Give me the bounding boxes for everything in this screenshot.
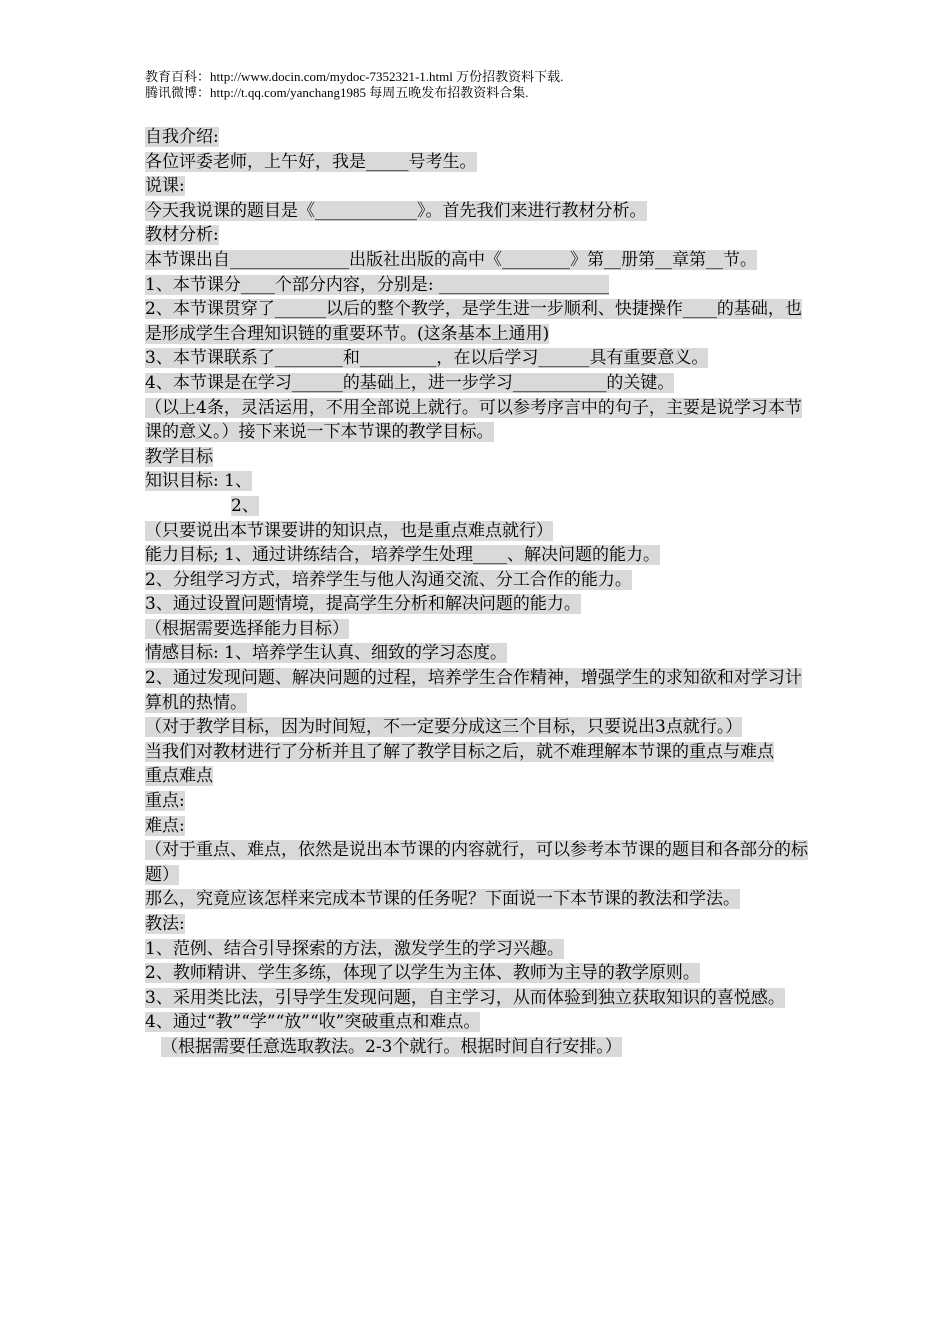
paragraph xyxy=(145,494,811,519)
paragraph xyxy=(145,346,811,371)
paragraph-text: 2、 xyxy=(231,495,259,516)
paragraph-text: 1、本节课分____个部分内容，分别是: ____________________ xyxy=(145,274,609,295)
paragraph-text: （以上4条，灵活运用，不用全部说上就行。可以参考序言中的句子，主要是说学习本节课的意义。）接下来说一下本节课的教学目标。 xyxy=(145,397,802,443)
section-heading xyxy=(145,125,811,150)
paragraph-text: 3、本节课联系了________和_________，在以后学习______具有重要意义。 xyxy=(145,348,709,369)
paragraph xyxy=(145,592,811,617)
section-heading xyxy=(145,764,811,789)
paragraph xyxy=(145,814,811,839)
header-line-1: 教育百科：http://www.docin.com/mydoc-7352321-1.html 万份招教资料下载. xyxy=(145,69,564,84)
paragraph-text: 1、范例、结合引导探索的方法，激发学生的学习兴趣。 xyxy=(145,938,564,959)
paragraph-text: 2、分组学习方式，培养学生与他人沟通交流、分工合作的能力。 xyxy=(145,569,632,590)
paragraph-text: 2、本节课贯穿了______以后的整个教学，是学生进一步顺利、快捷操作____的基础，也是形成学生合理知识链的重要环节。(这条基本上通用) xyxy=(145,299,802,344)
paragraph-text: 3、采用类比法，引导学生发现问题，自主学习，从而体验到独立获取知识的喜悦感。 xyxy=(145,987,785,1008)
paragraph-text: 重点难点 xyxy=(145,766,213,787)
header-line-2: 腾讯微博：http://t.qq.com/yanchang1985 每周五晚发布招教资料合集. xyxy=(145,85,529,100)
paragraph xyxy=(145,789,811,814)
paragraph-text: 本节课出自______________出版社出版的高中《________》第__册第__章第__节。 xyxy=(145,249,757,270)
paragraph xyxy=(145,543,811,568)
paragraph xyxy=(145,715,811,740)
paragraph-text: 难点: xyxy=(145,815,185,836)
paragraph xyxy=(145,568,811,593)
paragraph-text: 各位评委老师，上午好，我是_____号考生。 xyxy=(145,151,477,172)
paragraph-text: 教材分析: xyxy=(145,225,219,246)
paragraph-text: 说课: xyxy=(145,176,185,197)
section-heading xyxy=(145,912,811,937)
paragraph-text: 知识目标: 1、 xyxy=(145,471,252,492)
paragraph-text: 4、本节课是在学习______的基础上，进一步学习___________的关键。 xyxy=(145,372,675,393)
paragraph xyxy=(145,371,811,396)
paragraph xyxy=(145,937,811,962)
paragraph xyxy=(145,396,811,445)
paragraph xyxy=(145,887,811,912)
paragraph xyxy=(145,1035,811,1060)
paragraph-text: 今天我说课的题目是《____________》。首先我们来进行教材分析。 xyxy=(145,200,647,221)
paragraph xyxy=(145,199,811,224)
paragraph xyxy=(145,666,811,715)
paragraph-text: （根据需要选择能力目标） xyxy=(145,618,349,639)
paragraph-text: 情感目标: 1、培养学生认真、细致的学习态度。 xyxy=(145,643,507,664)
document-body xyxy=(145,125,811,1060)
paragraph xyxy=(145,838,811,887)
paragraph-text: 能力目标; 1、通过讲练结合，培养学生处理____、解决问题的能力。 xyxy=(145,545,660,566)
paragraph-text: 重点: xyxy=(145,791,185,812)
paragraph-text: 当我们对教材进行了分析并且了解了教学目标之后，就不难理解本节课的重点与难点 xyxy=(145,741,774,762)
paragraph xyxy=(145,150,811,175)
paragraph-text: 自我介绍: xyxy=(145,127,219,147)
paragraph xyxy=(145,273,811,298)
paragraph-text: 那么，究竟应该怎样来完成本节课的任务呢？下面说一下本节课的教法和学法。 xyxy=(145,889,740,910)
section-heading xyxy=(145,174,811,199)
paragraph-text: 2、教师精讲、学生多练，体现了以学生为主体、教师为主导的教学原则。 xyxy=(145,963,700,984)
paragraph-text: （只要说出本节课要讲的知识点，也是重点难点就行） xyxy=(145,520,553,541)
paragraph xyxy=(145,641,811,666)
paragraph xyxy=(145,617,811,642)
paragraph xyxy=(145,297,811,346)
section-heading xyxy=(145,445,811,470)
paragraph xyxy=(145,248,811,273)
paragraph-text: 4、通过“教”“学”“放”“收”突破重点和难点。 xyxy=(145,1012,481,1033)
paragraph-text: （对于重点、难点，依然是说出本节课的内容就行，可以参考本节课的题目和各部分的标题） xyxy=(145,840,808,885)
paragraph xyxy=(145,469,811,494)
paragraph-text: 2、通过发现问题、解决问题的过程，培养学生合作精神，增强学生的求知欲和对学习计算机的热情。 xyxy=(145,668,802,713)
section-heading xyxy=(145,223,811,248)
paragraph xyxy=(145,740,811,765)
paragraph-text: （对于教学目标，因为时间短，不一定要分成这三个目标，只要说出3点就行。） xyxy=(145,717,743,738)
paragraph-text: 3、通过设置问题情境，提高学生分析和解决问题的能力。 xyxy=(145,594,581,615)
paragraph xyxy=(145,519,811,544)
paragraph-text: 教学目标 xyxy=(145,446,213,467)
paragraph-text: 教法: xyxy=(145,914,185,934)
page-header xyxy=(145,69,563,101)
paragraph-text: （根据需要任意选取教法。2-3个就行。根据时间自行安排。） xyxy=(161,1036,622,1057)
paragraph xyxy=(145,1010,811,1035)
paragraph xyxy=(145,986,811,1011)
paragraph xyxy=(145,961,811,986)
